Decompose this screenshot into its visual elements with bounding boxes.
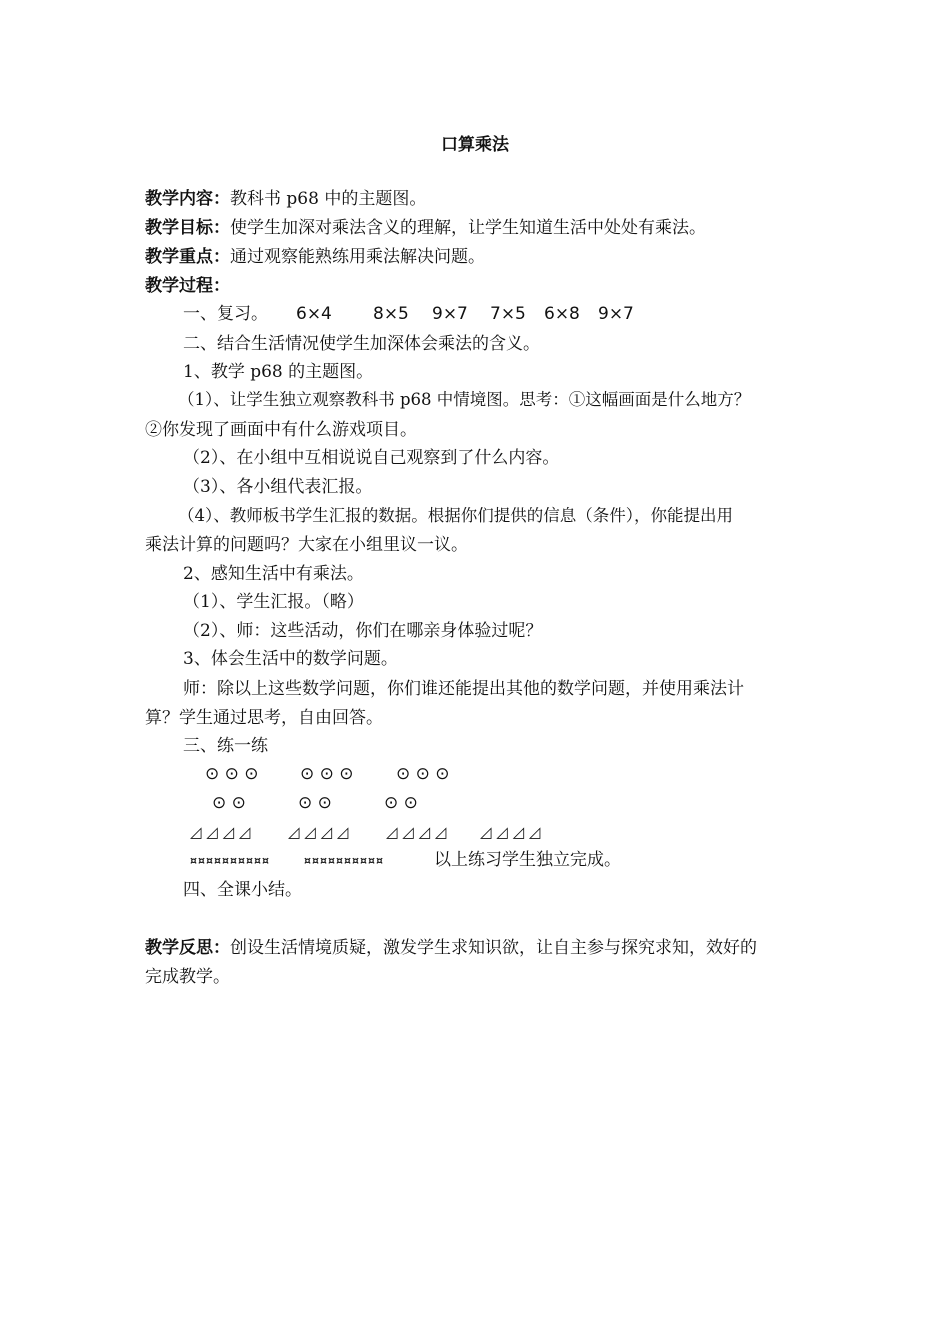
teaching-reflection-text: 创设生活情境质疑，激发学生求知识欲，让自主参与探究求知，效好的	[230, 938, 757, 958]
review-item: 9×7	[598, 304, 634, 324]
step-2-1-1-line2: ②你发现了画面中有什么游戏项目。	[145, 420, 417, 440]
step-2-2: 2、感知生活中有乘法。	[183, 564, 364, 584]
step-2-3-line2: 算？学生通过思考，自由回答。	[145, 708, 383, 728]
step-2-1-4-line1: （4）、教师板书学生汇报的数据。根据你们提供的信息（条件），你能提出用	[178, 506, 733, 525]
teaching-goal-label: 教学目标：	[145, 218, 230, 238]
box-group: ¤¤¤¤¤¤¤¤¤¤	[304, 854, 384, 867]
dot-group: ⊙ ⊙	[212, 793, 246, 813]
section-three-heading: 三、练一练	[183, 736, 268, 756]
teaching-content	[145, 187, 426, 211]
teaching-goal	[145, 216, 706, 240]
teaching-reflection-line2: 完成教学。	[145, 967, 230, 987]
teaching-reflection-label: 教学反思：	[145, 938, 230, 958]
teaching-reflection-line1	[145, 936, 757, 960]
teaching-key-text: 通过观察能熟练用乘法解决问题。	[230, 247, 485, 267]
teaching-content-label: 教学内容：	[145, 189, 230, 209]
review-item: 6×4	[296, 304, 332, 324]
teaching-content-text: 教科书 p68 中的主题图。	[230, 189, 427, 209]
step-2-1: 1、教学 p68 的主题图。	[183, 362, 374, 382]
review-item: 7×5	[490, 304, 526, 324]
dot-group: ⊙ ⊙ ⊙	[396, 764, 450, 784]
dot-group: ⊙ ⊙	[384, 793, 418, 813]
step-2-1-3: （3）、各小组代表汇报。	[183, 477, 373, 497]
triangle-group: ◿ ◿ ◿ ◿	[480, 823, 541, 841]
step-2-1-1-line1: （1）、让学生独立观察教科书 p68 中情境图。思考：①这幅画面是什么地方？	[178, 390, 751, 409]
step-2-3-line1: 师：除以上这些数学问题，你们谁还能提出其他的数学问题，并使用乘法计	[183, 679, 744, 699]
step-2-2-2: （2）、师：这些活动，你们在哪亲身体验过呢？	[183, 621, 543, 641]
dot-group: ⊙ ⊙ ⊙	[300, 764, 354, 784]
step-2-3: 3、体会生活中的数学问题。	[183, 649, 398, 669]
teaching-goal-text: 使学生加深对乘法含义的理解，让学生知道生活中处处有乘法。	[230, 218, 706, 238]
triangle-group: ◿ ◿ ◿ ◿	[190, 823, 251, 841]
triangle-group: ◿ ◿ ◿ ◿	[288, 823, 349, 841]
teaching-key-point	[145, 245, 485, 269]
teaching-key-label: 教学重点：	[145, 247, 230, 267]
section-four-heading: 四、全课小结。	[183, 880, 302, 900]
dot-group: ⊙ ⊙	[298, 793, 332, 813]
page-title: 口算乘法	[441, 135, 509, 155]
box-group: ¤¤¤¤¤¤¤¤¤¤	[190, 854, 270, 867]
review-heading: 一、复习。	[183, 304, 268, 324]
step-2-1-2: （2）、在小组中互相说说自己观察到了什么内容。	[183, 448, 560, 468]
section-two-heading: 二、结合生活情况使学生加深体会乘法的含义。	[183, 334, 540, 354]
review-item: 9×7	[432, 304, 468, 324]
triangle-group: ◿ ◿ ◿ ◿	[386, 823, 447, 841]
review-item: 6×8	[544, 304, 580, 324]
dot-group: ⊙ ⊙ ⊙	[205, 764, 259, 784]
exercise-note: 以上练习学生独立完成。	[434, 850, 621, 870]
step-2-1-4-line2: 乘法计算的问题吗？大家在小组里议一议。	[145, 535, 468, 555]
step-2-2-1: （1）、学生汇报。（略）	[183, 592, 364, 612]
teaching-process-label: 教学过程：	[145, 276, 230, 296]
review-item: 8×5	[373, 304, 409, 324]
